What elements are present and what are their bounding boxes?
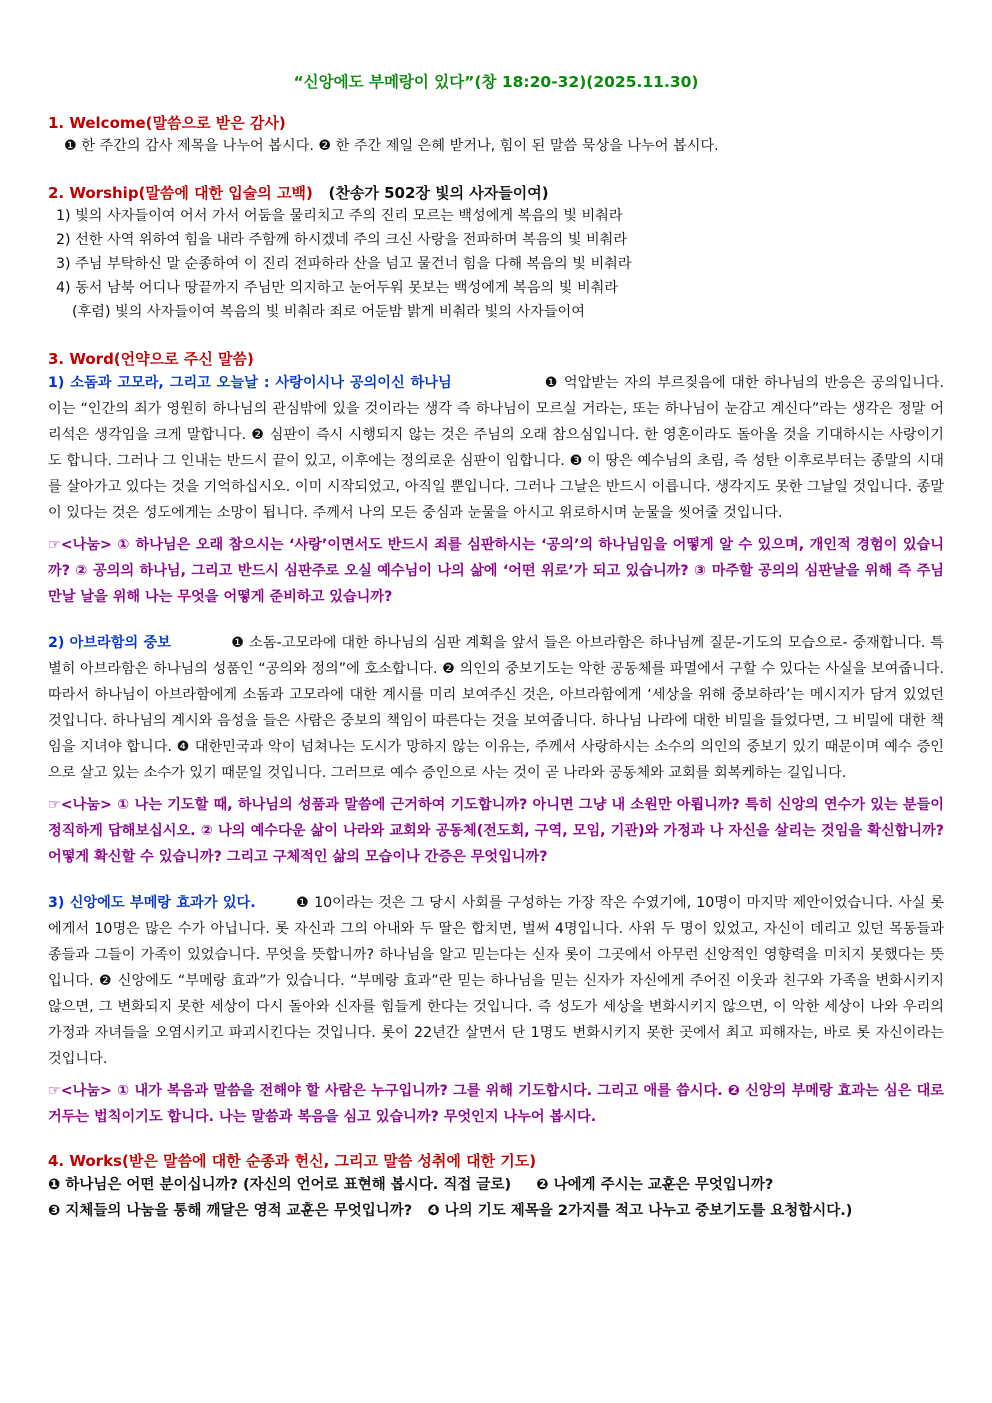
works-question-4: ❹ 나의 기도 제목을 2가지를 적고 나누고 중보기도를 요청합시다.) (427, 1203, 853, 1219)
works-question-2: ❷ 나에게 주시는 교훈은 무엇입니까? (536, 1177, 774, 1193)
word-point-1-subtitle: 1) 소돔과 고모라, 그리고 오늘날 : 사랑이시나 공의이신 하나님 (48, 375, 452, 391)
works-question-3: ❸ 지체들의 나눔을 통해 깨달은 영적 교훈은 무엇입니까? (48, 1203, 413, 1219)
word-heading: 3. Word(언약으로 주신 말씀) (48, 350, 254, 368)
word-point-3-body: ❶ 10이라는 것은 그 당시 사회를 구성하는 가장 작은 수였기에, 10명이 마지막 제안이었습니다. 사실 롯에게서 10명은 많은 수가 아닙니다. 롯 자신과 그의 아내와 두 딸은 합치면, 벌써 4명입니다. 사위 두 명이 있었고, 자신이 데리고 있던 목동들과 종들과 그들이 가족이 있었습니다. 무엇을 뜻합니까? 하나님을 알고 믿는다는 신자 롯이 그곳에서 아무런 신앙적인 영향력을 미치지 못했다는 뜻입니다. ❷ 신앙에도 “부메랑 효과”가 있습니다. “부메랑 효과”란 믿는 하나님을 믿는 신자가 자신에게 주어진 이웃과 친구와 가족을 변화시키지 않으면, 그 변화되지 못한 세상이 다시 돌아와 신자를 힘들게 한다는 것입니다. 즉 성도가 세상을 변화시키지 않으면, 이 악한 세상이 나와 우리의 가정과 자녀들을 오염시키고 파괴시킨다는 것입니다. 롯이 22년간 살면서 단 1명도 변화시키지 못한 곳에서 최고 피해자는, 바로 롯 자신이라는 것입니다. (48, 895, 945, 1067)
worship-heading-row (48, 182, 944, 204)
word-point-1-body: ❶ 억압받는 자의 부르짖음에 대한 하나님의 반응은 공의입니다. 이는 “인간의 죄가 영원히 하나님의 관심밖에 있을 것이라는 생각 즉 하나님이 모르실 거라는, 또는 하나님이 눈감고 계신다”라는 생각은 정말 어리석은 생각임을 크게 말합니다. ❷ 심판이 즉시 시행되지 않는 것은 주님의 오래 참으심입니다. 한 영혼이라도 돌아올 것을 기대하시는 사랑이기도 합니다. 그러나 그 인내는 반드시 끝이 있고, 이후에는 정의로운 심판이 임합니다. ❸ 이 땅은 예수님의 초림, 즉 성탄 이후로부터는 종말의 시대를 살아가고 있다는 것을 기억하십시오. 이미 시작되었고, 아직일 뿐입니다. 그러나 그날은 반드시 이릅니다. 생각지도 못한 그날일 것입니다. 종말이 있다는 것은 성도에게는 소망이 됩니다. 주께서 나의 모든 중심과 눈물을 아시고 위로하시며 눈물을 씻어줄 것입니다. (48, 375, 944, 521)
hymn-verse: 2) 선한 사역 위하여 힘을 내라 주함께 하시겠네 주의 크신 사랑을 전파하며 복음의 빛 비춰라 (56, 232, 628, 248)
works-question-1: ❶ 하나님은 어떤 분이십니까? (자신의 언어로 표현해 봅시다. 직접 글로) (48, 1177, 512, 1193)
hymn-verse: 4) 동서 남북 어디나 땅끝까지 주님만 의지하고 눈어두워 못보는 백성에게 복음의 빛 비춰라 (56, 280, 619, 296)
works-row-1 (48, 1172, 944, 1198)
worship-heading: 2. Worship(말씀에 대한 입술의 고백) (48, 184, 313, 202)
hymn-verse: 3) 주님 부탁하신 말 순종하여 이 진리 전파하라 산을 넘고 물건너 힘을 다해 복음의 빛 비춰라 (56, 256, 632, 272)
welcome-heading: 1. Welcome(말씀으로 받은 감사) (48, 114, 286, 132)
word-point-3-subtitle: 3) 신앙에도 부메랑 효과가 있다. (48, 895, 256, 911)
share-questions-3: ☞<나눔> ① 내가 복음과 말씀을 전해야 할 사람은 누구입니까? 그를 위해 기도합시다. 그리고 애를 씁시다. ❷ 신앙의 부메랑 효과는 심은 대로 거두는 법칙이기도 합니다. 나는 말씀과 복음을 심고 있습니까? 무엇인지 나누어 봅시다. (48, 1083, 944, 1125)
hymn-verse: 1) 빛의 사자들이여 어서 가서 어둠을 물리치고 주의 진리 모르는 백성에게 복음의 빛 비춰라 (56, 208, 623, 224)
hymn-chorus: (후렴) 빛의 사자들이여 복음의 빛 비춰라 죄로 어둔밤 밝게 비춰라 빛의 사자들이여 (72, 304, 585, 320)
word-point-2-body: ❶ 소돔-고모라에 대한 하나님의 심판 계획을 앞서 들은 아브라함은 하나님께 질문-기도의 모습으로- 중재합니다. 특별히 아브라함은 하나님의 성품인 “공의와 정의”에 호소합니다. ❷ 의인의 중보기도는 악한 공동체를 파멸에서 구할 수 있다는 사실을 보여줍니다. 따라서 하나님이 아브라함에게 소돔과 고모라에 대한 계시를 미리 보여주신 것은, 아브라함에게 ‘세상을 위해 중보하라’는 메시지가 담겨 있었던 것입니다. 하나님의 계시와 음성을 들은 사람은 중보의 책임이 따른다는 것을 보여줍니다. 하나님 나라에 대한 비밀을 들었다면, 그 비밀에 대한 책임을 지녀야 합니다. ❹ 대한민국과 악이 넘쳐나는 도시가 망하지 않는 이유는, 주께서 사랑하시는 소수의 의인의 중보기 있기 때문이며 예수 증인으로 살고 있는 소수가 있기 때문일 것입니다. 그러므로 예수 증인으로 사는 것이 곧 나라와 공동체와 교회를 회복케하는 길입니다. (48, 635, 945, 781)
welcome-section (48, 112, 944, 158)
word-point-3 (48, 890, 944, 1072)
word-point-1 (48, 370, 944, 526)
word-section (48, 348, 944, 1130)
word-point-2-subtitle: 2) 아브라함의 중보 (48, 635, 171, 651)
welcome-text: ❶ 한 주간의 감사 제목을 나누어 봅시다. ❷ 한 주간 제일 은혜 받거나, 힘이 된 말씀 묵상을 나누어 봅시다. (64, 138, 719, 154)
works-heading: 4. Works(받은 말씀에 대한 순종과 헌신, 그리고 말씀 성취에 대한 기도) (48, 1152, 537, 1170)
works-section (48, 1150, 944, 1224)
works-row-2 (48, 1198, 944, 1224)
worship-section (48, 182, 944, 324)
share-questions-1: ☞<나눔> ① 하나님은 오래 참으시는 ‘사랑’이면서도 반드시 죄를 심판하시는 ‘공의’의 하나님임을 어떻게 알 수 있으며, 개인적 경험이 있습니까? ② 공의의 하나님, 그리고 반드시 심판주로 오실 예수님이 나의 삶에 ‘어떤 위로’가 되고 있습니까? ③ 마주할 공의의 심판날을 위해 즉 주님 만날 날을 위해 나는 무엇을 어떻게 준비하고 있습니까? (48, 537, 944, 605)
hymn-title: (찬송가 502장 빛의 사자들이여) (328, 184, 549, 202)
word-point-2 (48, 630, 944, 786)
share-questions-2: ☞<나눔> ① 나는 기도할 때, 하나님의 성품과 말씀에 근거하여 기도합니까? 아니면 그냥 내 소원만 아룁니까? 특히 신앙의 연수가 있는 분들이 정직하게 답해보십시오. ② 나의 예수다운 삶이 나라와 교회와 공동체(전도회, 구역, 모임, 기관)와 가정과 나 자신을 살리는 것임을 확신합니까? 어떻게 확신할 수 있습니까? 그리고 구체적인 삶의 모습이나 간증은 무엇입니까? (48, 797, 944, 865)
page-title: “신앙에도 부메랑이 있다”(창 18:20-32)(2025.11.30) (293, 73, 699, 91)
